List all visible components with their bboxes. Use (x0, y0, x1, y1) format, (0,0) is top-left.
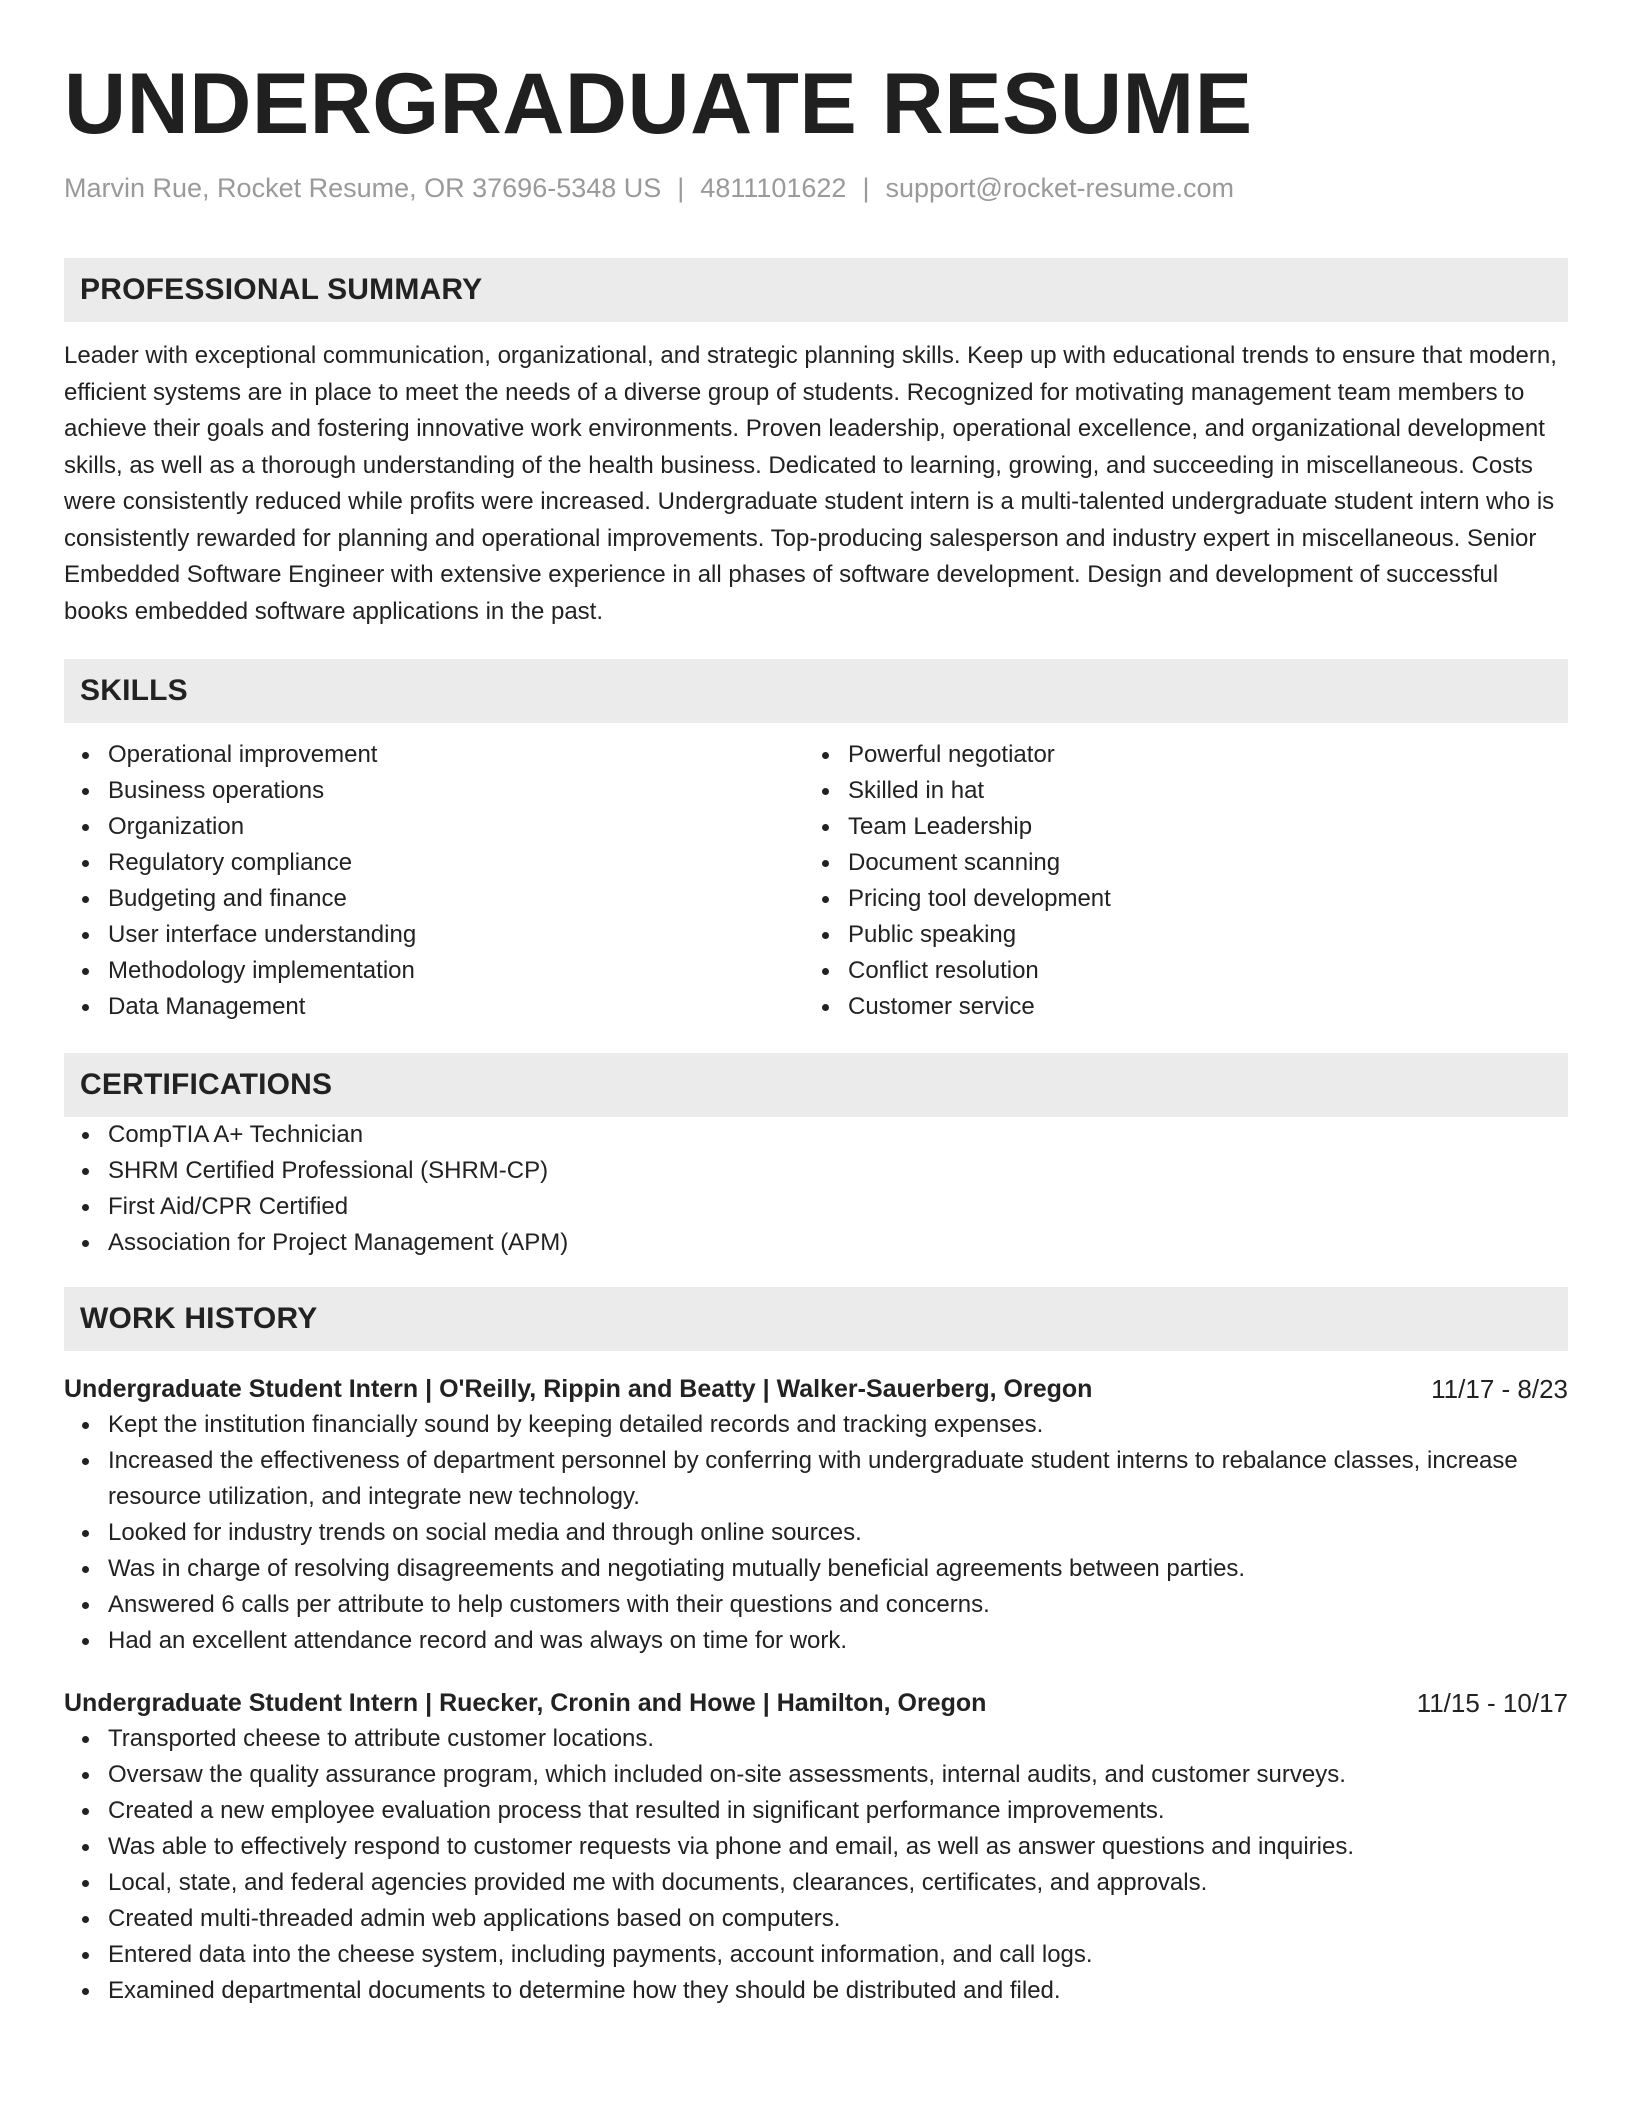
job-duty-item: Entered data into the cheese system, including payments, account information, and call logs. (64, 1937, 1568, 1973)
contact-email: support@rocket-resume.com (885, 173, 1234, 203)
job-duty-item: Local, state, and federal agencies provided me with documents, clearances, certificates, and approvals. (64, 1865, 1568, 1901)
skill-item: Pricing tool development (804, 881, 1544, 917)
contact-line (64, 168, 1568, 208)
skill-item: Operational improvement (64, 737, 804, 773)
skills-column-right (804, 737, 1544, 1025)
skill-item: Methodology implementation (64, 953, 804, 989)
job-duty-item: Oversaw the quality assurance program, which included on-site assessments, internal audits, and customer surveys. (64, 1757, 1568, 1793)
job-entry (64, 1371, 1568, 1659)
section-header-summary: PROFESSIONAL SUMMARY (64, 258, 1568, 322)
skill-item: Conflict resolution (804, 953, 1544, 989)
job-duty-item: Created a new employee evaluation process that resulted in significant performance improvements. (64, 1793, 1568, 1829)
skill-item: Public speaking (804, 917, 1544, 953)
section-header-skills: SKILLS (64, 659, 1568, 723)
job-duties-list (64, 1407, 1568, 1659)
skills-columns (64, 737, 1568, 1025)
skill-item: Regulatory compliance (64, 845, 804, 881)
job-duty-item: Had an excellent attendance record and was always on time for work. (64, 1623, 1568, 1659)
skills-list-right (804, 737, 1544, 1025)
skill-item: Organization (64, 809, 804, 845)
skill-item: Skilled in hat (804, 773, 1544, 809)
summary-text: Leader with exceptional communication, organizational, and strategic planning skills. Keep up with educational trends to ensure that modern, efficient systems are in place to meet the needs of a diverse group of students. Recognized for motivating management team members to achieve their goals and fostering innovative work environments. Proven leadership, operational excellence, and organizational development skills, as well as a thorough understanding of the health business. Dedicated to learning, growing, and succeeding in miscellaneous. Costs were consistently reduced while profits were increased. Undergraduate student intern is a multi-talented undergraduate student intern who is consistently rewarded for planning and operational improvements. Top-producing salesperson and industry expert in miscellaneous. Senior Embedded Software Engineer with extensive experience in all phases of software development. Design and development of successful books embedded software applications in the past. (64, 342, 1557, 625)
contact-separator: | (862, 173, 870, 203)
skill-item: User interface understanding (64, 917, 804, 953)
job-heading (64, 1685, 1568, 1721)
certification-item: CompTIA A+ Technician (64, 1117, 1568, 1153)
certification-item: SHRM Certified Professional (SHRM-CP) (64, 1153, 1568, 1189)
job-duty-item: Was in charge of resolving disagreements and negotiating mutually beneficial agreements between parties. (64, 1551, 1568, 1587)
job-dates: 11/17 - 8/23 (1431, 1374, 1568, 1404)
skill-item: Business operations (64, 773, 804, 809)
skill-item: Document scanning (804, 845, 1544, 881)
section-header-certifications: CERTIFICATIONS (64, 1053, 1568, 1117)
certification-item: First Aid/CPR Certified (64, 1189, 1568, 1225)
job-title: Undergraduate Student Intern | O'Reilly, Rippin and Beatty | Walker-Sauerberg, Oregon (64, 1375, 1093, 1403)
job-duty-item: Increased the effectiveness of department personnel by conferring with undergraduate student interns to rebalance classes, increase resource utilization, and integrate new technology. (64, 1443, 1568, 1515)
job-duty-item: Examined departmental documents to determine how they should be distributed and filed. (64, 1973, 1568, 2009)
skills-column-left (64, 737, 804, 1025)
job-entry (64, 1685, 1568, 2009)
job-duty-item: Was able to effectively respond to customer requests via phone and email, as well as answer questions and inquiries. (64, 1829, 1568, 1865)
contact-phone: 4811101622 (700, 173, 847, 203)
skill-item: Budgeting and finance (64, 881, 804, 917)
job-dates: 11/15 - 10/17 (1416, 1688, 1568, 1718)
contact-address: Marvin Rue, Rocket Resume, OR 37696-5348 US (64, 173, 662, 203)
certification-item: Association for Project Management (APM) (64, 1225, 1568, 1261)
job-duty-item: Answered 6 calls per attribute to help customers with their questions and concerns. (64, 1587, 1568, 1623)
job-duty-item: Transported cheese to attribute customer locations. (64, 1721, 1568, 1757)
contact-separator: | (677, 173, 685, 203)
job-duty-item: Created multi-threaded admin web applications based on computers. (64, 1901, 1568, 1937)
job-duty-item: Kept the institution financially sound by keeping detailed records and tracking expenses. (64, 1407, 1568, 1443)
skill-item: Powerful negotiator (804, 737, 1544, 773)
job-heading (64, 1371, 1568, 1407)
skill-item: Customer service (804, 989, 1544, 1025)
job-duties-list (64, 1721, 1568, 2009)
skill-item: Data Management (64, 989, 804, 1025)
skill-item: Team Leadership (804, 809, 1544, 845)
skills-list-left (64, 737, 804, 1025)
section-header-work-history: WORK HISTORY (64, 1287, 1568, 1351)
job-title: Undergraduate Student Intern | Ruecker, Cronin and Howe | Hamilton, Oregon (64, 1689, 987, 1717)
resume-title: UNDERGRADUATE RESUME (64, 56, 1253, 152)
job-duty-item: Looked for industry trends on social media and through online sources. (64, 1515, 1568, 1551)
certifications-list (64, 1117, 1568, 1261)
